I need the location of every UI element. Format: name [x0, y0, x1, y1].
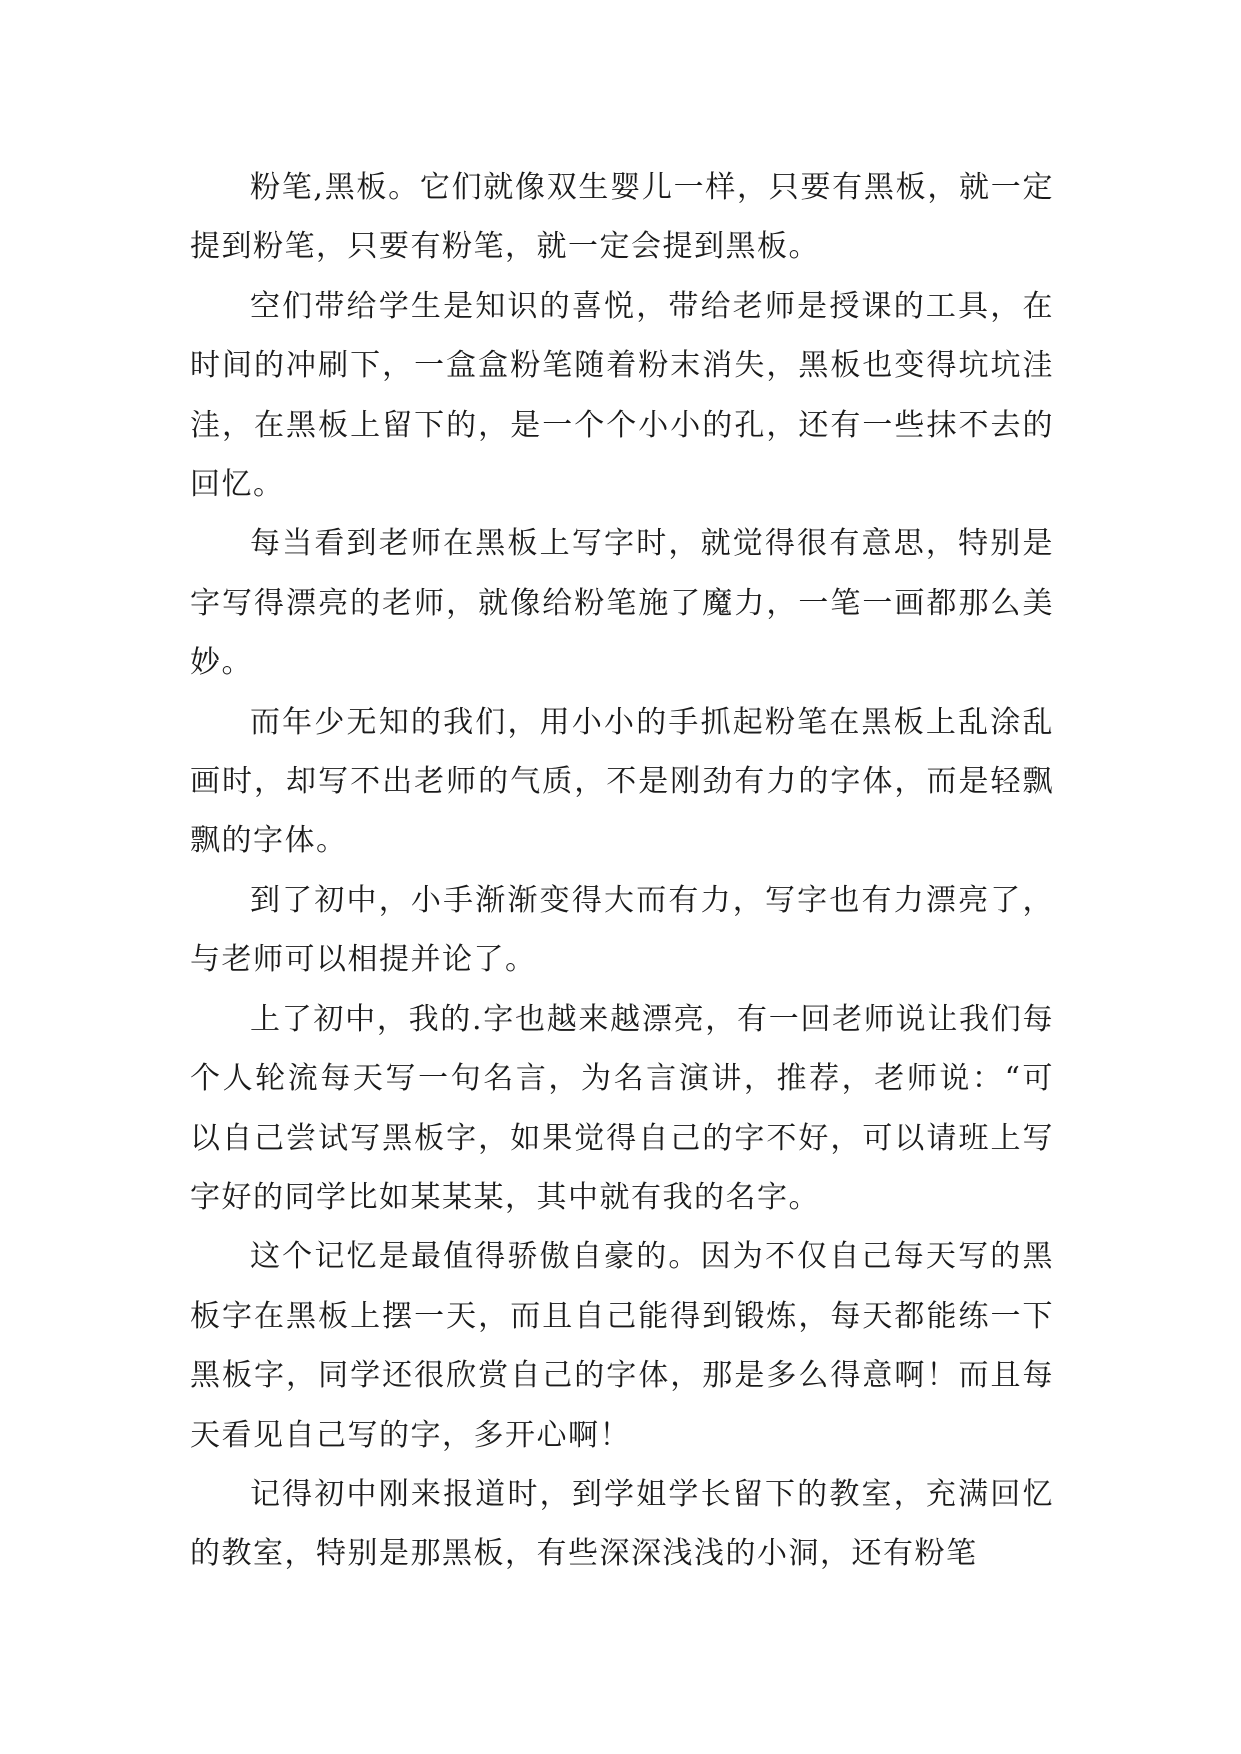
paragraph: 到了初中，小手渐渐变得大而有力，写字也有力漂亮了，与老师可以相提并论了。: [190, 882, 1054, 978]
paragraph: 粉笔,黑板。它们就像双生婴儿一样，只要有黑板，就一定提到粉笔，只要有粉笔，就一定会提到黑板。: [190, 170, 1054, 265]
paragraph: 这个记忆是最值得骄傲自豪的。因为不仅自己每天写的黑板字在黑板上摆一天，而且自己能得到锻炼，每天都能练一下黑板字，同学还很欣赏自己的字体，那是多么得意啊！而且每天看见自己写的字，多开心啊！: [190, 1239, 1054, 1453]
paragraph: 记得初中刚来报道时，到学姐学长留下的教室，充满回忆的教室，特别是那黑板，有些深深浅浅的小洞，还有粉笔: [190, 1476, 1054, 1572]
paragraph: 上了初中，我的.字也越来越漂亮，有一回老师说让我们每个人轮流每天写一句名言，为名言演讲，推荐，老师说：“可以自己尝试写黑板字，如果觉得自己的字不好，可以请班上写字好的同学比如某某某，其中就有我的名字。: [190, 1001, 1054, 1215]
paragraph: 每当看到老师在黑板上写字时，就觉得很有意思，特别是字写得漂亮的老师，就像给粉笔施了魔力，一笔一画都那么美妙。: [190, 526, 1054, 681]
paragraph: 而年少无知的我们，用小小的手抓起粉笔在黑板上乱涂乱画时，却写不出老师的气质，不是刚劲有力的字体，而是轻飘飘的字体。: [190, 704, 1054, 859]
essay-body: [190, 158, 1054, 1584]
paragraph: 空们带给学生是知识的喜悦，带给老师是授课的工具，在时间的冲刷下，一盒盒粉笔随着粉末消失，黑板也变得坑坑洼洼，在黑板上留下的，是一个个小小的孔，还有一些抹不去的回忆。: [190, 288, 1054, 503]
